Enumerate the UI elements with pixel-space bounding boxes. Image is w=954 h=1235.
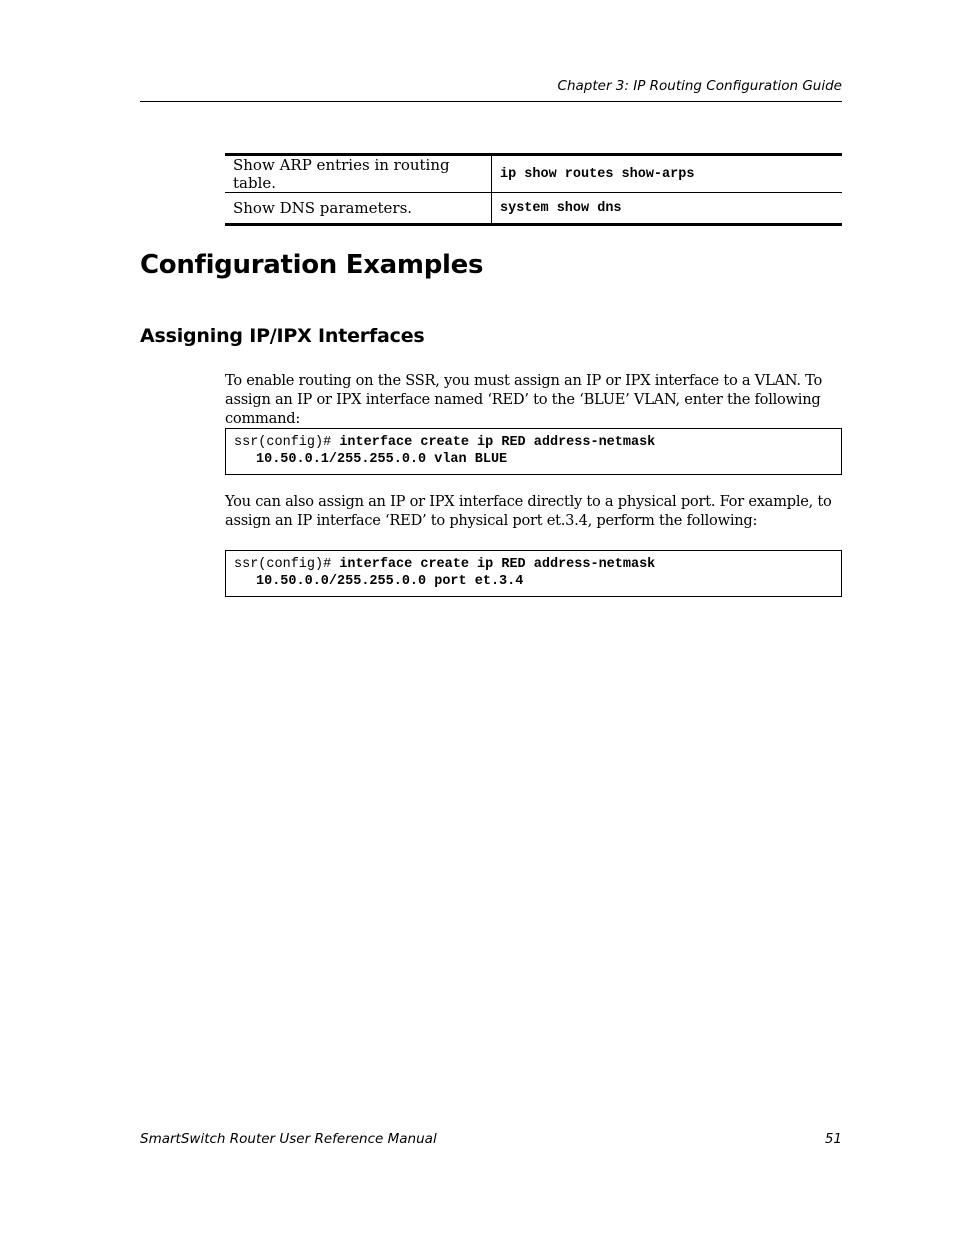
table-cell-description: Show DNS parameters. bbox=[225, 193, 492, 225]
code-command: interface create ip RED address-netmask bbox=[339, 435, 656, 450]
header-rule bbox=[140, 101, 842, 102]
section-title: Configuration Examples bbox=[140, 250, 484, 280]
table-row bbox=[225, 155, 842, 193]
code-prompt: ssr(config)# bbox=[234, 557, 340, 572]
subsection-title: Assigning IP/IPX Interfaces bbox=[140, 325, 425, 347]
paragraph-vlan-assignment: To enable routing on the SSR, you must assign an IP or IPX interface to a VLAN. To assign an IP or IPX interface named ‘RED’ to the ‘BLUE’ VLAN, enter the following command: bbox=[225, 372, 822, 427]
code-example-vlan bbox=[225, 428, 842, 475]
code-prompt: ssr(config)# bbox=[234, 435, 340, 450]
command-table bbox=[225, 153, 842, 226]
paragraph-port-assignment: You can also assign an IP or IPX interface directly to a physical port. For example, to assign an IP interface ‘RED’ to physical port et.3.4, perform the following: bbox=[225, 493, 832, 529]
code-line bbox=[234, 434, 833, 451]
code-command: interface create ip RED address-netmask bbox=[339, 557, 656, 572]
footer-page-number: 51 bbox=[824, 1131, 842, 1147]
footer-manual-title: SmartSwitch Router User Reference Manual bbox=[140, 1131, 437, 1147]
table-cell-command: ip show routes show-arps bbox=[500, 166, 695, 182]
code-line-continuation: 10.50.0.0/255.255.0.0 port et.3.4 bbox=[256, 574, 524, 589]
table-row bbox=[225, 193, 842, 225]
table-cell-command: system show dns bbox=[492, 193, 843, 225]
table-cell-description: Show ARP entries in routing table. bbox=[225, 155, 492, 193]
code-line bbox=[234, 556, 833, 573]
running-header: Chapter 3: IP Routing Configuration Guide bbox=[557, 78, 842, 94]
code-line-continuation: 10.50.0.1/255.255.0.0 vlan BLUE bbox=[256, 452, 508, 467]
code-example-port bbox=[225, 550, 842, 597]
